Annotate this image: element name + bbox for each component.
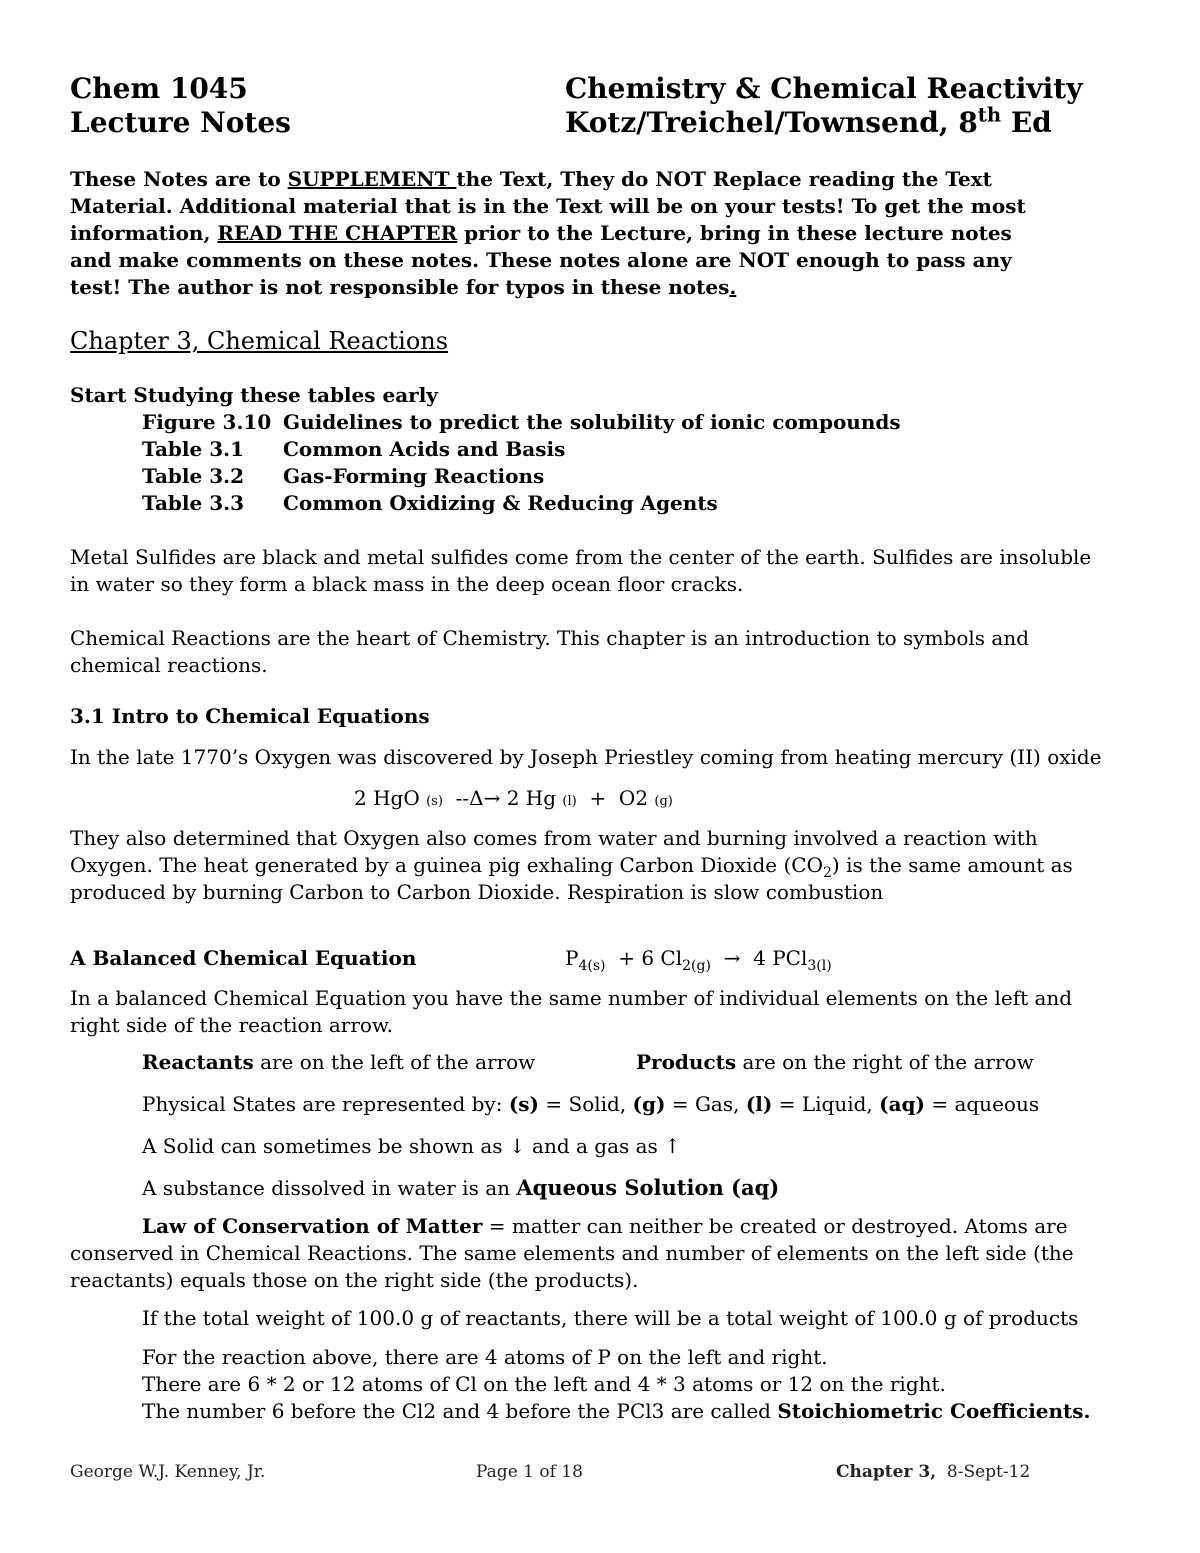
pcl3-equation: $P_{4(s)} + 6$ $Cl_{2(g)} \to 4$ PCl$_{3(l)}$ bbox=[565, 946, 832, 974]
reactants-line: Reactants are on the left of the arrow bbox=[142, 1050, 536, 1074]
oxygen-discovery-line: In the late 1770’s Oxygen was discovered by Joseph Priestley coming from heating mercury (II) oxide bbox=[70, 745, 1102, 769]
oxygen-para-line-2: Oxygen. The heat generated by a guinea pig exhaling Carbon Dioxide $(CO_2)$ is the same amount as bbox=[70, 853, 1073, 881]
lecture-notes-title: Lecture Notes bbox=[70, 106, 291, 139]
course-title: Chem 1045 bbox=[70, 72, 248, 105]
table-item-text: Common Acids and Basis bbox=[283, 437, 566, 461]
balanced-line-2: right side of the reaction arrow. bbox=[70, 1013, 394, 1037]
footer-author: George W.J. Kenney, Jr. bbox=[70, 1462, 266, 1482]
book-title: Chemistry & Chemical Reactivity bbox=[565, 72, 1083, 105]
book-authors: Kotz/Treichel/Townsend, 8th Ed bbox=[565, 103, 1052, 139]
intro-line-3: information, READ THE CHAPTER prior to the Lecture, bring in these lecture notes bbox=[70, 221, 1012, 245]
table-item-label: Table 3.2 bbox=[142, 464, 244, 488]
intro-line-5: test! The author is not responsible for typos in these notes. bbox=[70, 275, 737, 299]
table-item-label: Table 3.3 bbox=[142, 491, 244, 515]
table-item-text: Gas-Forming Reactions bbox=[283, 464, 545, 488]
hgo-equation: 2 HgO (s) --Δ→ 2 Hg (l) + O2 (g) bbox=[354, 786, 673, 810]
intro-line-4: and make comments on these notes. These notes alone are NOT enough to pass any bbox=[70, 248, 1012, 272]
table-item-label: Table 3.1 bbox=[142, 437, 244, 461]
section-3-1-heading: 3.1 Intro to Chemical Equations bbox=[70, 704, 430, 728]
footer-chapter: Chapter 3, 8-Sept-12 bbox=[836, 1462, 1031, 1482]
physical-states-line: Physical States are represented by: (s) = Solid, (g) = Gas, (l) = Liquid, (aq) = aqueous bbox=[142, 1092, 1040, 1116]
sulfides-line-2: in water so they form a black mass in the deep ocean floor cracks. bbox=[70, 572, 744, 596]
intro-line-1: These Notes are to SUPPLEMENT the Text, They do NOT Replace reading the Text bbox=[70, 167, 992, 191]
aqueous-solution-line: A substance dissolved in water is an Aqueous Solution (aq) bbox=[142, 1175, 780, 1200]
sulfides-line-1: Metal Sulfides are black and metal sulfides come from the center of the earth. Sulfides are insoluble bbox=[70, 545, 1092, 569]
products-line: Products are on the right of the arrow bbox=[636, 1050, 1034, 1074]
intro-line-2: Material. Additional material that is in the Text will be on your tests! To get the most bbox=[70, 194, 1026, 218]
table-item-label: Figure 3.10 bbox=[142, 410, 272, 434]
reactions-intro-line-1: Chemical Reactions are the heart of Chemistry. This chapter is an introduction to symbols and bbox=[70, 626, 1030, 650]
oxygen-para-line-1: They also determined that Oxygen also comes from water and burning involved a reaction with bbox=[70, 826, 1038, 850]
law-conservation-line-3: reactants) equals those on the right side (the products). bbox=[70, 1268, 639, 1292]
table-item-text: Guidelines to predict the solubility of ionic compounds bbox=[283, 410, 901, 434]
table-item-text: Common Oxidizing & Reducing Agents bbox=[283, 491, 718, 515]
chapter-title: Chapter 3, Chemical Reactions bbox=[70, 327, 449, 355]
atoms-line-3: The number 6 before the Cl2 and 4 before the PCl3 are called Stoichiometric Coefficients. bbox=[142, 1399, 1091, 1423]
balanced-line-1: In a balanced Chemical Equation you have the same number of individual elements on the left and bbox=[70, 986, 1073, 1010]
law-conservation-line-1: Law of Conservation of Matter = matter can neither be created or destroyed. Atoms are bbox=[142, 1214, 1068, 1238]
law-conservation-line-2: conserved in Chemical Reactions. The same elements and number of elements on the left side (the bbox=[70, 1241, 1074, 1265]
footer-page-number: Page 1 of 18 bbox=[476, 1462, 583, 1482]
atoms-line-2: There are 6 * 2 or 12 atoms of Cl on the left and 4 * 3 atoms or 12 on the right. bbox=[142, 1372, 946, 1396]
solid-gas-symbols-line: A Solid can sometimes be shown as ↓ and a gas as ↑ bbox=[142, 1134, 681, 1158]
atoms-line-1: For the reaction above, there are 4 atoms of P on the left and right. bbox=[142, 1345, 828, 1369]
weight-line: If the total weight of 100.0 g of reactants, there will be a total weight of 100.0 g of products bbox=[142, 1306, 1079, 1330]
balanced-equation-heading: A Balanced Chemical Equation bbox=[70, 946, 417, 970]
tables-heading: Start Studying these tables early bbox=[70, 383, 438, 407]
oxygen-para-line-3: produced by burning Carbon to Carbon Dioxide. Respiration is slow combustion bbox=[70, 880, 884, 904]
reactions-intro-line-2: chemical reactions. bbox=[70, 653, 268, 677]
